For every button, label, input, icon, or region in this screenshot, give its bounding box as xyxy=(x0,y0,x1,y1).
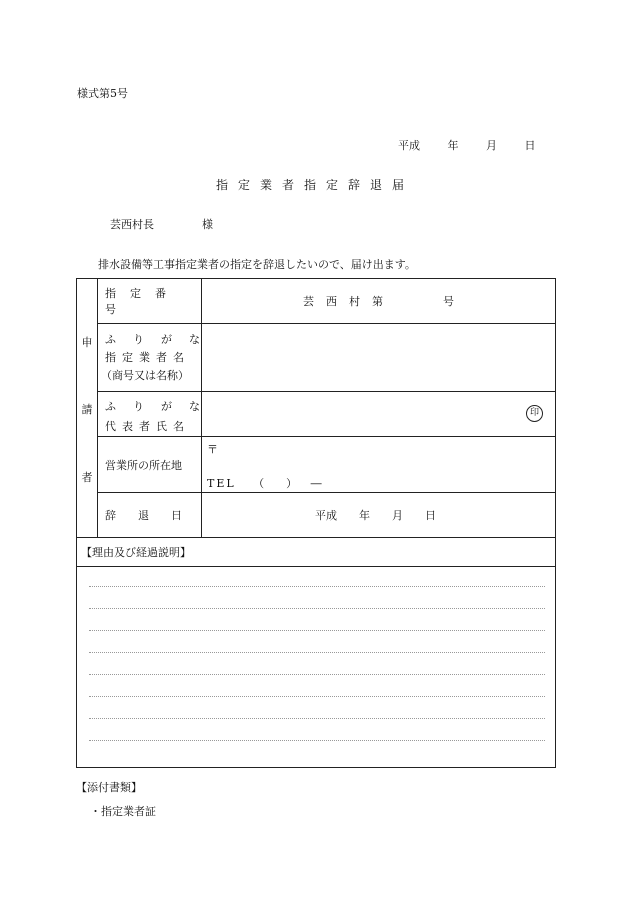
seal-mark: 印 xyxy=(526,405,543,422)
writing-line xyxy=(89,740,545,741)
table-divider xyxy=(97,279,98,537)
document-title: 指定業者指定辞退届 xyxy=(215,178,414,192)
date-era: 平成 xyxy=(398,139,420,152)
applicant-label-char: 申 xyxy=(81,336,93,349)
writing-line xyxy=(89,608,545,609)
addressee xyxy=(110,216,213,232)
writing-line xyxy=(89,652,545,653)
writing-line xyxy=(89,586,545,587)
date-year: 年 xyxy=(447,139,459,152)
writing-line xyxy=(89,718,545,719)
withdrawal-date-value[interactable]: 平成 年 月 日 xyxy=(315,509,436,522)
addressee-honorific: 様 xyxy=(202,218,213,231)
business-name-field[interactable] xyxy=(202,324,555,391)
applicant-label-char: 請 xyxy=(81,403,93,416)
writing-line xyxy=(89,696,545,697)
postal-mark: 〒 xyxy=(207,443,218,456)
representative-label: ふりがな 代表者氏名 xyxy=(105,400,217,433)
designation-number-value: 芸西村第 号 xyxy=(303,295,454,308)
telephone-line[interactable]: TEL （ ） ― xyxy=(207,477,322,490)
withdrawal-date-label: 辞退日 xyxy=(105,509,204,522)
representative-name-field[interactable] xyxy=(202,392,555,436)
writing-line xyxy=(89,630,545,631)
date-day: 日 xyxy=(524,139,536,152)
reason-heading: 【理由及び経過説明】 xyxy=(81,546,191,559)
business-name-label: ふりがな 指定業者名 （商号又は名称） xyxy=(101,333,217,382)
writing-line xyxy=(89,674,545,675)
form-table xyxy=(76,278,556,768)
date-month: 月 xyxy=(486,139,497,152)
designation-number-label: 指定番号 xyxy=(105,287,180,316)
table-divider xyxy=(77,566,555,567)
form-number: 様式第5号 xyxy=(77,87,128,100)
addressee-name: 芸西村長 xyxy=(110,218,154,231)
office-address-label: 営業所の所在地 xyxy=(105,458,182,472)
submission-date xyxy=(398,137,536,153)
intro-text: 排水設備等工事指定業者の指定を辞退したいので、届け出ます。 xyxy=(98,258,416,271)
attachment-item: ・指定業者証 xyxy=(90,805,156,818)
attachments-heading: 【添付書類】 xyxy=(76,781,142,794)
applicant-label-char: 者 xyxy=(81,471,93,484)
